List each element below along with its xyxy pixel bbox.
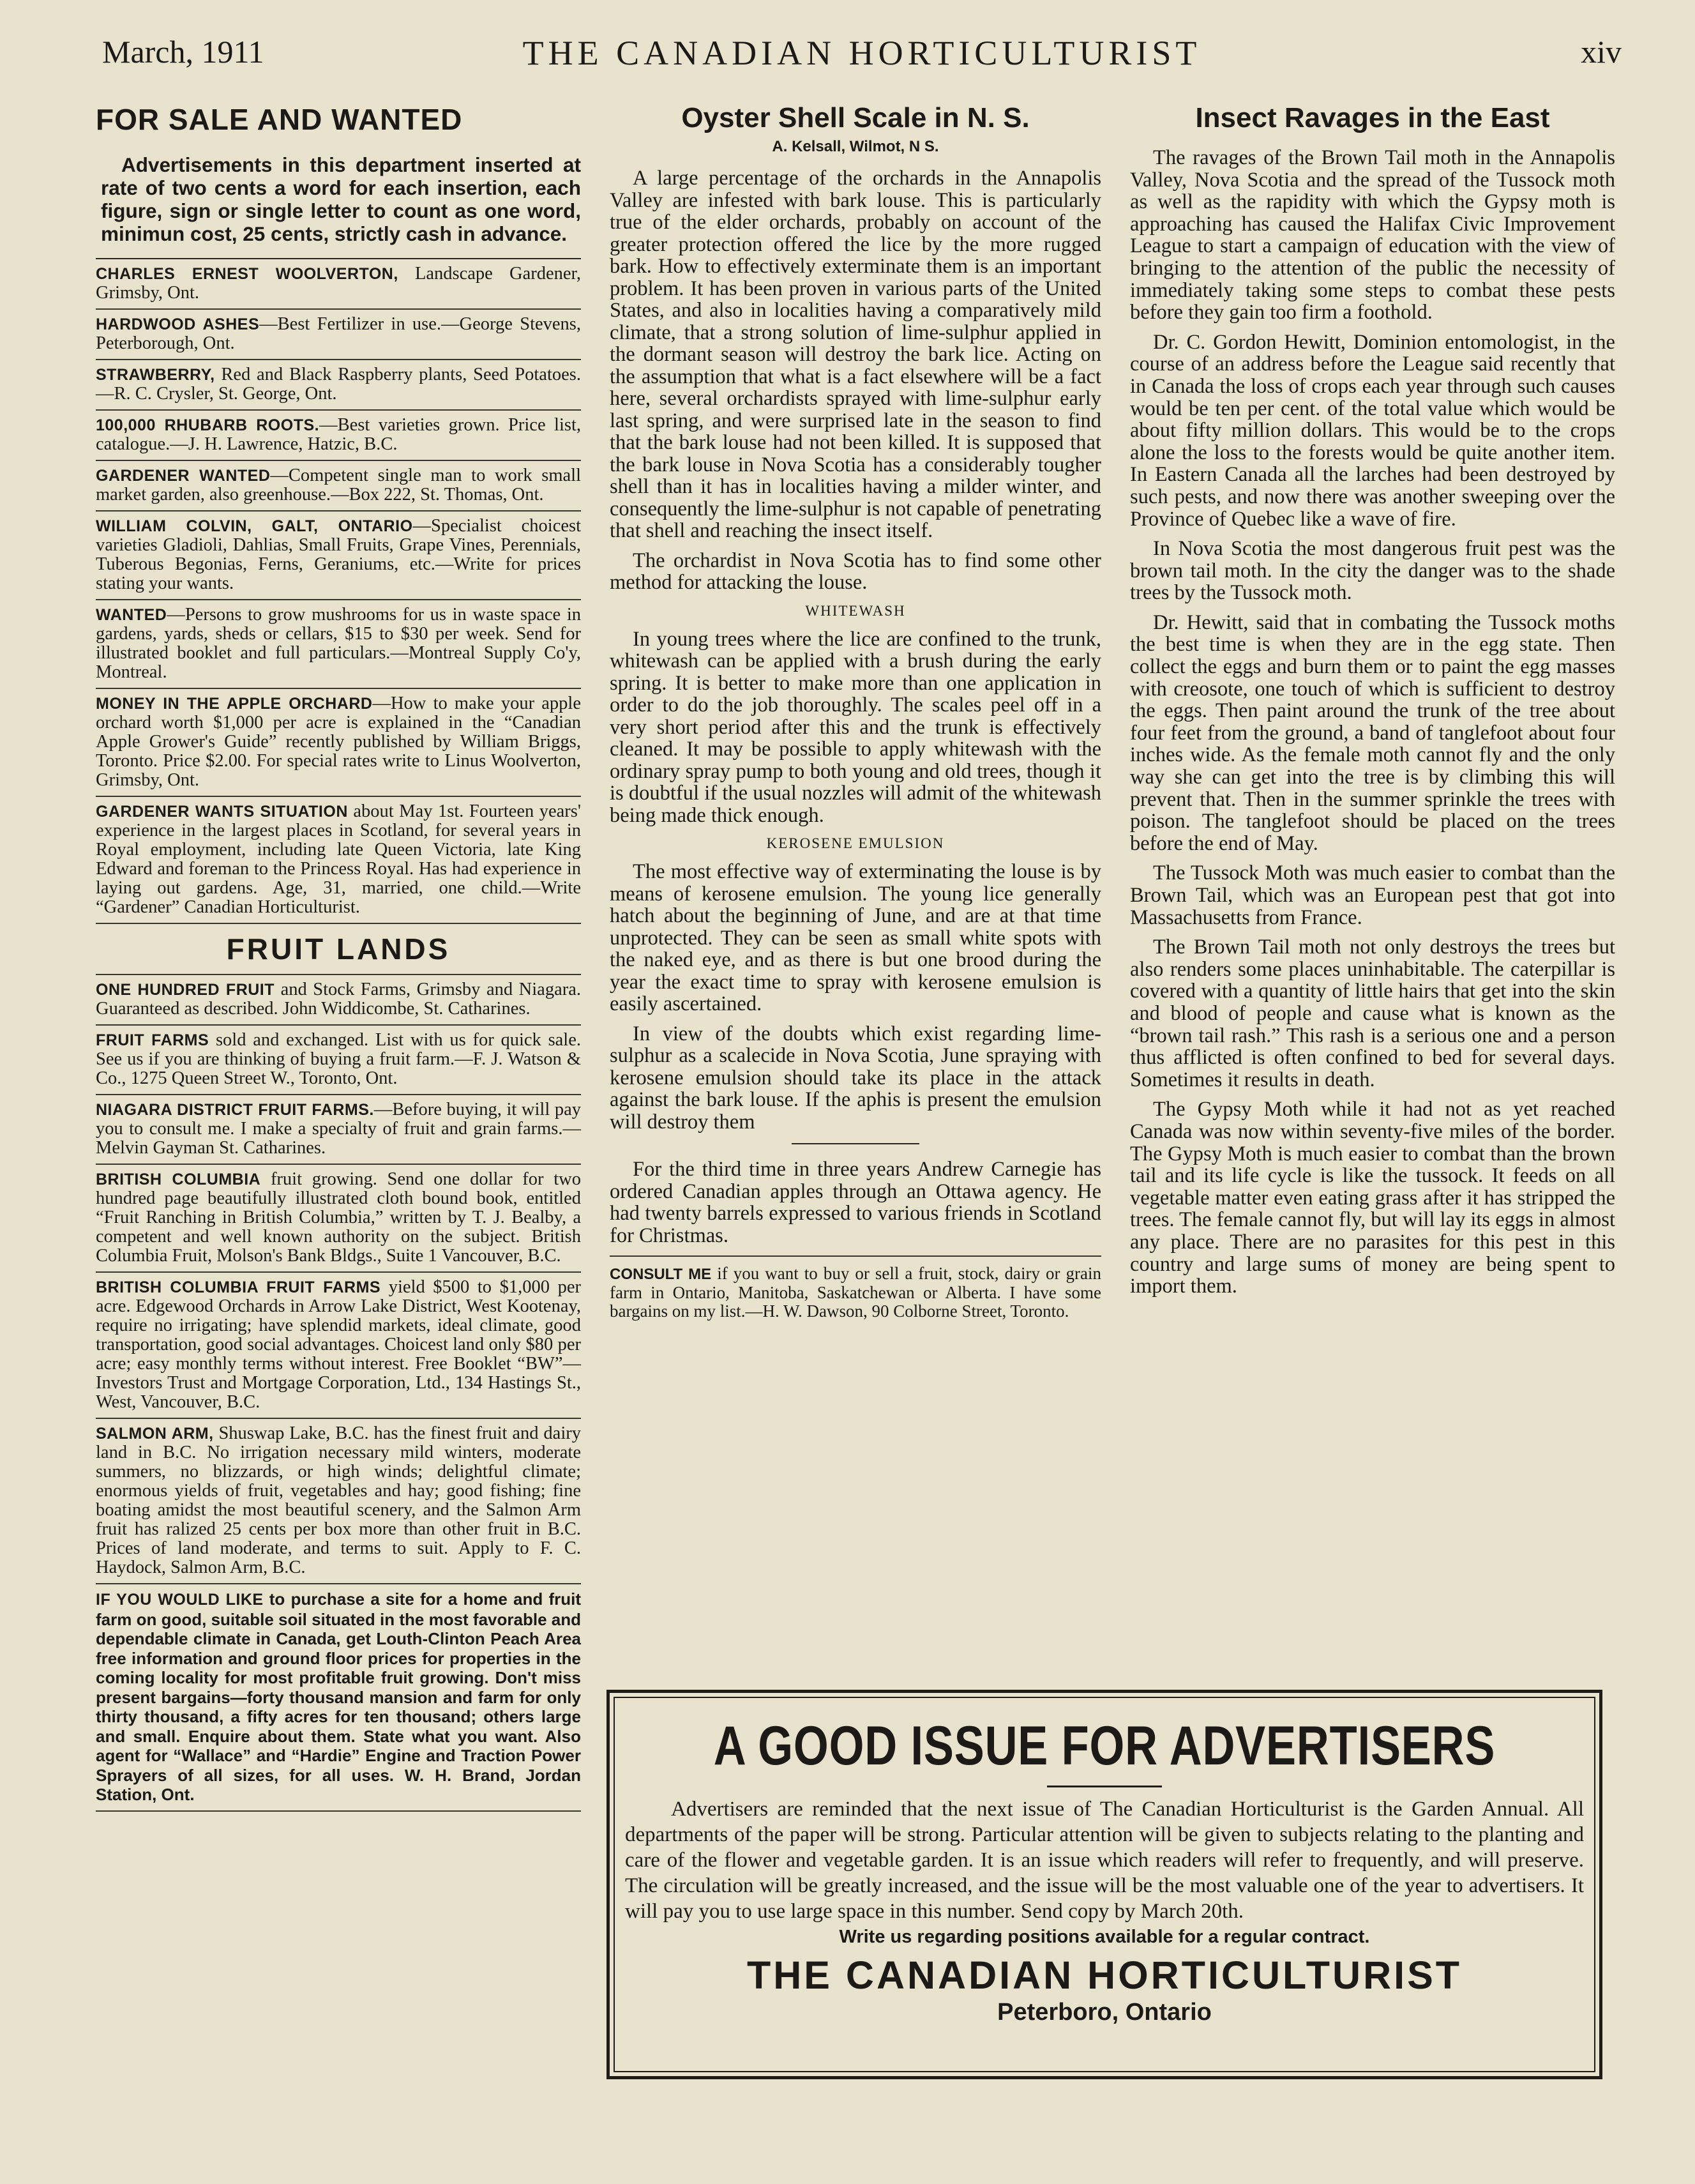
classified-ad bbox=[96, 1026, 581, 1095]
classified-ad bbox=[96, 1095, 581, 1165]
consult-me-ad bbox=[610, 1255, 1101, 1321]
ad-lead: 100,000 RHUBARB ROOTS. bbox=[96, 416, 320, 434]
contract-note: Write us regarding positions available for a regular contract. bbox=[839, 1927, 1370, 1947]
kerosene-subheading: KEROSENE EMULSION bbox=[766, 835, 945, 851]
ad-text: —How to make your apple orchard worth $1,000 per acre is explained in the “Canadian Apple Grower's Guide” recently published by William Briggs, Toronto. Price $2.00. For special rates write to Linus Woolverton, Grimsby, Ont. bbox=[96, 694, 581, 790]
classified-ad bbox=[96, 310, 581, 360]
ad-text: to purchase a site for a home and fruit farm on good, suitable soil situated in the most favorable and dependable climate in Canada, get Louth-Clinton Peach Area free information and ground floor prices for properties in the coming locality for most profitable fruit growing. Don't miss present bargains—forty thousand mansion and farm for only thirty thousand, a fifty acres for ten thousand; others large and small. Enquire about them. State what you want. Also agent for “Wallace” and “Hardie” Engine and Traction Power Sprayers of all sizes, for all uses. W. H. Brand, Jordan Station, Ont. bbox=[96, 1589, 581, 1804]
ad-lead: SALMON ARM, bbox=[96, 1425, 214, 1443]
ad-lead: ONE HUNDRED FRUIT bbox=[96, 981, 275, 999]
article-paragraph: The Tussock Moth was much easier to combat than the Brown Tail, which was an European pest that got into Massachusetts from France. bbox=[1130, 861, 1615, 929]
ad-lead: WANTED bbox=[96, 606, 167, 624]
advertisers-headline: A GOOD ISSUE FOR ADVERTISERS bbox=[713, 1715, 1496, 1777]
divider bbox=[1047, 1786, 1162, 1787]
masthead-title: THE CANADIAN HORTICULTURIST bbox=[522, 34, 1202, 72]
classified-ad bbox=[96, 1584, 581, 1812]
oyster-article-byline: A. Kelsall, Wilmot, N S. bbox=[772, 138, 939, 155]
ad-text: yield $500 to $1,000 per acre. Edgewood Orchards in Arrow Lake District, West Kootenay, require no irrigating; have splendid markets, ideal climate, good transportation, good social advantages. Choicest land only $80 per acre; easy monthly terms without interest. Free Booklet “BW”—Investors Trust and Mortgage Corporation, Ltd., 134 Hastings St., West, Vancouver, B.C. bbox=[96, 1277, 582, 1412]
ad-lead: CHARLES ERNEST WOOLVERTON, bbox=[96, 265, 398, 283]
classified-ad bbox=[96, 689, 581, 797]
ad-lead: IF YOU WOULD LIKE bbox=[96, 1591, 264, 1609]
ad-text: if you want to buy or sell a fruit, stock, dairy or grain farm in Ontario, Manitoba, Saskatchewan or Alberta. I have some bargains on my list.—H. W. Dawson, 90 Colborne Street, Toronto. bbox=[610, 1264, 1101, 1321]
ad-lead: CONSULT ME bbox=[610, 1266, 712, 1283]
ad-text: —Best Fertilizer in use.—George Stevens, Peterborough, Ont. bbox=[96, 314, 581, 353]
article-paragraph: Dr. C. Gordon Hewitt, Dominion entomologist, in the course of an address before the League said recently that in Canada the loss of crops each year through such causes would be ten per cent. of the total value which would be about fifty million dollars. This would be to the crops alone the loss to the forests would be quite another item. In Eastern Canada all the larches had been destroyed by such pests, and now there was another sweeping over the Province of Quebec like a wave of fire. bbox=[1130, 330, 1615, 531]
ad-lead: GARDENER WANTS SITUATION bbox=[96, 803, 348, 821]
article-paragraph: The ravages of the Brown Tail moth in the Annapolis Valley, Nova Scotia and the spread of the Tussock moth as well as the rapidity with which the Gypsy moth is approaching has caused the Halifax Civic Improvement League to start a campaign of education with the view of bringing to the attention of the public the necessity of immediately taking some steps to combat these pests before they gain too firm a foothold. bbox=[1130, 146, 1615, 324]
issue-date: March, 1911 bbox=[102, 34, 264, 70]
ad-lead: NIAGARA DISTRICT FRUIT FARMS. bbox=[96, 1101, 374, 1119]
ad-text: sold and exchanged. List with us for quick sale. See us if you are thinking of buying a fruit farm.—F. J. Watson & Co., 1275 Queen Street W., Toronto, Ont. bbox=[96, 1030, 581, 1088]
page-number: xiv bbox=[1581, 34, 1622, 70]
ad-lead: WILLIAM COLVIN, GALT, ONTARIO bbox=[96, 517, 413, 535]
classified-ad bbox=[96, 1165, 581, 1273]
article-paragraph: Dr. Hewitt, said that in combating the Tussock moths the best time is when they are in the egg state. Then collect the eggs and burn them or to paint the egg masses with creosote, one touch of which is sufficient to destroy the eggs. Then paint around the trunk of the tree about four feet from the ground, a band of tanglefoot about four inches wide. As the female moth cannot fly and the only way she can get into the tree is by climbing this will prevent that. Then in the summer sprinkle the trees with poison. The tanglefoot should be placed on the trees before the end of May. bbox=[1130, 610, 1615, 855]
ad-text: fruit growing. Send one dollar for two hundred page beautifully illustrated cloth bound book, entitled “Fruit Ranching in British Columbia,” written by T. J. Bealby, a competent and well known authority on the subject. British Columbia Fruit, Molson's Bank Bldgs., Suite 1 Vancouver, B.C. bbox=[96, 1169, 581, 1266]
ad-text: —Competent single man to work small market garden, also greenhouse.—Box 222, St. Thomas, Ont. bbox=[96, 466, 581, 504]
ad-text: Shuswap Lake, B.C. has the finest fruit and dairy land in B.C. No irrigation necessary mild winters, moderate summers, no blizzards, or high winds; delightful climate; enormous yields of fruit, vegetables and hay; good fishing; fine boating amidst the most beautiful scenery, and the Salmon Arm fruit has ralized 25 cents per box more than other fruit in B.C. Prices of land moderate, and terms to suit. Apply to F. C. Haydock, Salmon Arm, B.C. bbox=[96, 1423, 581, 1577]
for-sale-heading: FOR SALE AND WANTED bbox=[96, 103, 463, 136]
article-paragraph: The Gypsy Moth while it had not as yet reached Canada was now within seventy-five miles of the border. The Gypsy Moth is much easier to combat than the brown tail and its life cycle is like the tussock. It feeds on all vegetable matter even eating grass after it has stripped the trees. The female cannot fly, but will lay its eggs in almost any place. There are no parasites for this pest in this country and large sums of money are being spent to import them. bbox=[1130, 1098, 1615, 1298]
article-paragraph: In view of the doubts which exist regarding lime-sulphur as a scalecide in Nova Scotia, June spraying with kerosene emulsion should take its place in the attack against the bark louse. If the aphis is present the emulsion will destroy them bbox=[610, 1022, 1101, 1134]
classified-ad bbox=[96, 461, 581, 512]
advertisers-notice-inner-frame bbox=[614, 1697, 1595, 2072]
ad-text: Landscape Gardener, Grimsby, Ont. bbox=[96, 264, 581, 303]
article-paragraph: The most effective way of exterminating the louse is by means of kerosene emulsion. The young lice generally hatch about the beginning of June, and are at that time unprotected. They can be seen as small white spots with the naked eye, and as there is but one brood during the year the exact time to spray with kerosene emulsion is easily ascertained. bbox=[610, 860, 1101, 1015]
classified-ad bbox=[96, 600, 581, 689]
oyster-article-title: Oyster Shell Scale in N. S. bbox=[681, 102, 1030, 133]
ad-lead: MONEY IN THE APPLE ORCHARD bbox=[96, 695, 373, 713]
divider bbox=[792, 1143, 919, 1144]
classified-ad bbox=[96, 259, 581, 310]
carnegie-note: For the third time in three years Andrew Carnegie has ordered Canadian apples through an Ottawa agency. He had twenty barrels expressed to various friends in Scotland for Christmas. bbox=[610, 1158, 1101, 1247]
ad-text: about May 1st. Fourteen years' experience in the largest places in Scotland, for several years in Royal employment, including late Queen Victoria, late King Edward and foreman to the Princess Royal. Has had experience in laying out gardens. Age, 31, married, one child.—Write “Gardener” Canadian Horticulturist. bbox=[96, 801, 581, 917]
ad-lead: HARDWOOD ASHES bbox=[96, 315, 260, 333]
article-paragraph: A large percentage of the orchards in the Annapolis Valley are infested with bark louse. This is particularly true of the elder orchards, probably on account of the greater protection offered the lice by the more rugged bark. How to effectively exterminate them is an important problem. It has been proven in various parts of the United States, and also in localities having a comparatively mild climate, that a strong solution of lime-sulphur applied in the dormant season will destroy the bark lice. Acting on the assumption that what is a fact elsewhere will be a fact here, several orchardists sprayed with lime-sulphur early last spring, and were surprised late in the season to find that the bark louse had not been killed. It is supposed that the bark louse in Nova Scotia has a considerably tougher shell than it has in localities having a milder winter, and consequently the lime-sulphur is not capable of penetrating that shell and reaching the insect itself. bbox=[610, 167, 1101, 542]
article-paragraph: The Brown Tail moth not only destroys the trees but also renders some places uninhabitable. The caterpillar is covered with a quantity of little hairs that get into the skin and blood of people and cause what is known as the “brown tail rash.” This rash is a serious one and a person thus afflicted is often confined to bed for several days. Sometimes it results in death. bbox=[1130, 936, 1615, 1091]
classified-ad bbox=[96, 411, 581, 461]
fruit-lands-heading: FRUIT LANDS bbox=[96, 924, 581, 975]
insect-article-title: Insect Ravages in the East bbox=[1195, 102, 1550, 133]
advertisers-copy: Advertisers are reminded that the next issue of The Canadian Horticulturist is the Garden Annual. All departments of the paper will be strong. Particular attention will be given to subjects relating to the planting and care of the flower and vegetable garden. It is an issue which readers will refer to frequently, and will preserve. The circulation will be greatly increased, and the issue will be the most valuable one of the year to advertisers. It will pay you to use large space in this number. Send copy by March 20th. bbox=[625, 1798, 1584, 1923]
ad-text: —Persons to grow mushrooms for us in waste space in gardens, yards, sheds or cellars, $15 to $30 per week. Send for illustrated booklet and full particulars.—Montreal Supply Co'y, Montreal. bbox=[96, 605, 581, 682]
classified-ad bbox=[96, 1419, 581, 1584]
classified-ad bbox=[96, 797, 581, 924]
ad-text: —Best varieties grown. Price list, catalogue.—J. H. Lawrence, Hatzic, B.C. bbox=[96, 415, 581, 454]
insect-article-column bbox=[1130, 96, 1615, 1305]
for-sale-ads-list bbox=[96, 259, 581, 924]
ad-lead: STRAWBERRY, bbox=[96, 366, 215, 384]
ad-lead: BRITISH COLUMBIA bbox=[96, 1171, 261, 1188]
oyster-article-column bbox=[610, 96, 1101, 1321]
classifieds-column bbox=[96, 96, 581, 1812]
article-paragraph: The orchardist in Nova Scotia has to find some other method for attacking the louse. bbox=[610, 549, 1101, 594]
classified-ad bbox=[96, 512, 581, 600]
fruit-lands-ads-list bbox=[96, 975, 581, 1812]
insect-article-body bbox=[1130, 147, 1615, 1298]
classified-ad bbox=[96, 975, 581, 1026]
ad-lead: GARDENER WANTED bbox=[96, 467, 271, 485]
page-header bbox=[102, 33, 1622, 78]
ad-text: —Before buying, it will pay you to consult me. I make a specialty of fruit and grain farms.—Melvin Gayman St. Catharines. bbox=[96, 1100, 582, 1158]
classified-ad bbox=[96, 1273, 581, 1419]
article-paragraph: In Nova Scotia the most dangerous fruit pest was the brown tail moth. In the city the danger was to the shade trees by the Tussock moth. bbox=[1130, 537, 1615, 605]
ad-text: and Stock Farms, Grimsby and Niagara. Guaranteed as described. John Widdicombe, St. Catharines. bbox=[96, 980, 581, 1019]
ad-text: —Specialist choicest varieties Gladioli, Dahlias, Small Fruits, Grape Vines, Perennials, Tuberous Begonias, Ferns, Geraniums, etc.—Write for prices stating your wants. bbox=[96, 516, 581, 593]
for-sale-intro: Advertisements in this department inserted at rate of two cents a word for each insertion, each figure, sign or single letter to count as one word, minimun cost, 25 cents, strictly cash in advance. bbox=[101, 153, 581, 245]
article-paragraph: In young trees where the lice are confined to the trunk, whitewash can be applied with a brush during the early spring. It is better to make more than one application in order to do the job thoroughly. The scales peel off in a very short period after this and the trunk is effectively cleaned. It may be possible to apply whitewash with the ordinary spray pump to both young and old trees, though it is doubtful if the usual nozzles will admit of the whitewash being made thick enough. bbox=[610, 627, 1101, 827]
publisher-address: Peterboro, Ontario bbox=[997, 1999, 1212, 2026]
whitewash-subheading: WHITEWASH bbox=[805, 602, 906, 619]
ad-lead: BRITISH COLUMBIA FRUIT FARMS bbox=[96, 1278, 381, 1296]
advertisers-notice-box bbox=[606, 1690, 1602, 2079]
publisher-name: THE CANADIAN HORTICULTURIST bbox=[746, 1953, 1463, 1997]
ad-lead: FRUIT FARMS bbox=[96, 1031, 209, 1049]
classified-ad bbox=[96, 360, 581, 411]
ad-text: Red and Black Raspberry plants, Seed Potatoes.—R. C. Crysler, St. George, Ont. bbox=[96, 365, 581, 404]
